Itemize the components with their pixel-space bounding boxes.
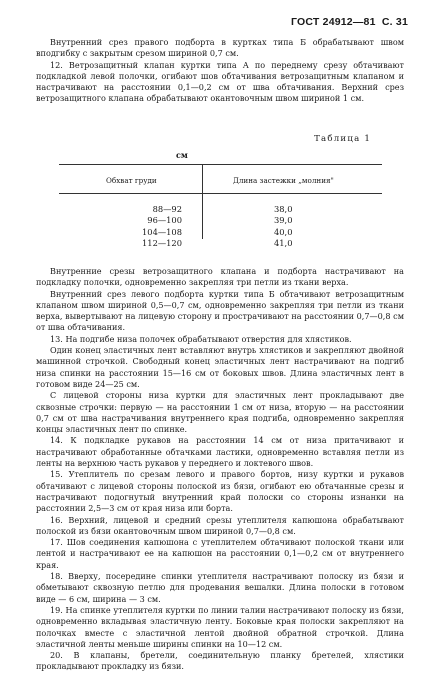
table-cell: 38,0 <box>274 204 293 214</box>
table-header-zipper-length: Длина застежки „молния" <box>233 176 334 185</box>
paragraph-12: 12. Ветрозащитный клапан куртки типа А по переднему срезу обтачивают подкладкой левой полочки, огибают шов обтачивания ветрозащитным клапаном и настрачивают на расстоянии 0,1—0,2 см от шва обтачивания. Верхний срез ветрозащитного клапана обрабатывают окантовочным швом шириной 1 см. <box>36 59 404 104</box>
paragraph-17: 17. Шов соединения капюшона с утеплителем обтачивают полоской ткани или лентой и настрачивают ее на капюшон на расстоянии 0,1—0,2 см от внутреннего края. <box>36 537 404 570</box>
paragraph: Внутренний срез левого подборта куртки типа Б обтачивают ветрозащитным клапаном швом шириной 0,5—0,7 см, одновременно закрепляя три петли из ткани верха, вывертывают на лицевую сторону и прострачивают на расстоянии 0,7—0,8 см от шва обтачивания. <box>36 288 404 333</box>
paragraph-20: 20. В клапаны, бретели, соединительную планку бретелей, хлястики прокладывают прокладку из бязи. <box>36 650 404 672</box>
paragraph: Один конец эластичных лент вставляют внутрь хлястиков и закрепляют двойной машинной строчкой. Свободный конец эластичных лент настрачивают на подгиб низа спинки на расстоянии 15—16 см от боковых швов. Длина эластичных лент в готовом виде 24—25 см. <box>36 345 404 389</box>
table-cell: 104—108 <box>142 226 182 237</box>
paragraph-11-continuation: Внутренний срез правого подборта в куртках типа Б обрабатывают швом вподгибку с закрытым срезом шириной 0,7 см. <box>36 37 404 59</box>
paragraph: С лицевой стороны низа куртки для эластичных лент прокладывают две сквозные строчки: первую — на расстоянии 1 см от низа, вторую — на расстоянии 0,7 см от шва настрачивания внутреннего края подгиба, одновременно закрепляя концы эластичных лент по спинке. <box>36 390 404 435</box>
table-cell: 41,0 <box>274 237 293 248</box>
table-unit: см <box>176 150 188 160</box>
table-cell: 40,0 <box>274 226 293 237</box>
paragraph-18: 18. Вверху, посередине спинки утеплителя настрачивают полоску из бязи и обметывают сквозную петлю для продевания вешалки. Длина полоски в готовом виде — 6 см, ширина — 3 см. <box>36 571 404 604</box>
table-cell: 112—120 <box>142 237 182 248</box>
paragraph: Внутренние срезы ветрозащитного клапана и подборта настрачивают на подкладку полочки, одновременно закрепляя три петли из ткани верха. <box>36 266 404 288</box>
paragraph-19: 19. На спинке утеплителя куртки по линии талии настрачивают полоску из бязи, одновременно вкладывая эластичную ленту. Боковые края полоски закрепляют на полочках вместе с эластичной лентой двойной обратной строчкой. Длина эластичной ленты меньше ширины спинки на 10—12 см. <box>36 604 404 649</box>
table-cell: 96—100 <box>147 215 182 226</box>
text-block-top <box>36 37 404 105</box>
paragraph-15: 15. Утеплитель по срезам левого и правого бортов, низу куртки и рукавов обтачивают с лицевой стороны полоской из бязи, огибают ею обтачанные срезы и настрачивают подогнутый внутренний край полоски со стороны изнанки на расстоянии 2,5—3 см от края низа или борта. <box>36 469 404 514</box>
table-title: Таблица 1 <box>314 134 371 144</box>
paragraph-14: 14. К подкладке рукавов на расстоянии 14 см от низа притачивают и настрачивают обработанные обтачками ластики, одновременно вставляя петли из ленты на верхнюю часть рукавов у переднего и локтевого швов. <box>36 435 404 469</box>
table-header-chest-girth: Обхват груди <box>106 176 157 185</box>
standard-number: ГОСТ 24912—81 <box>291 16 376 28</box>
table-header-rule <box>59 193 382 194</box>
table-column-chest-girth <box>114 204 182 249</box>
page-header <box>291 16 408 28</box>
paragraph-16: 16. Верхний, лицевой и средний срезы утеплителя капюшона обрабатывают полоской из бязи окантовочным швом шириной 0,7—0,8 см. <box>36 514 404 536</box>
table-cell: 39,0 <box>274 215 293 226</box>
page-number: С. 31 <box>381 16 408 28</box>
table-column-divider <box>202 164 203 239</box>
table-column-zipper-length <box>274 204 292 249</box>
table-top-rule <box>59 164 382 165</box>
text-block-bottom <box>36 266 404 673</box>
table-cell: 88—92 <box>152 204 182 214</box>
paragraph-13: 13. На подгибе низа полочек обрабатывают отверстия для хлястиков. <box>50 333 352 344</box>
